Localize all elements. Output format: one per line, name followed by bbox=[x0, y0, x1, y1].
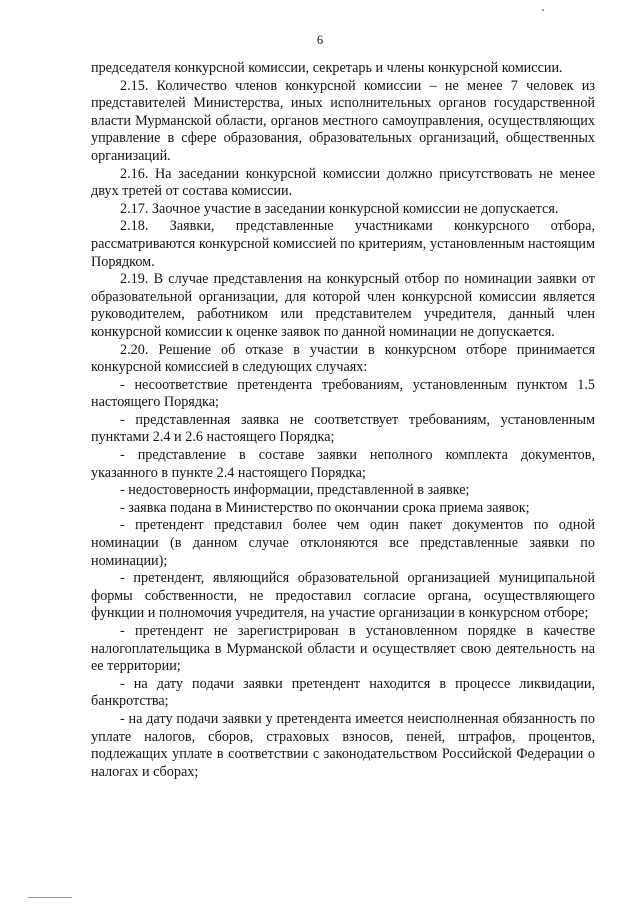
scan-speck bbox=[542, 9, 544, 11]
paragraph-2-19: 2.19. В случае представления на конкурсный отбор по номинации заявки от образовательной организации, для которой член конкурсной комиссии является руководителем, работником или представителем учредителя, данный член конкурсной комиссии к оценке заявок по данной номинации не допускается. bbox=[91, 271, 595, 340]
list-item-incomplete-documents: - представление в составе заявки неполного комплекта документов, указанного в пункте 2.4 настоящего Порядка; bbox=[91, 447, 595, 481]
paragraph-2-20: 2.20. Решение об отказе в участии в конкурсном отборе принимается конкурсной комиссией в следующих случаях: bbox=[91, 341, 595, 376]
paragraph-2-15: 2.15. Количество членов конкурсной комиссии – не менее 7 человек из представителей Министерства, иных исполнительных органов государственной власти Мурманской области, органов местного самоуправления, осуществляющих управление в сфере образования, образовательных организаций, общественных организаций. bbox=[91, 77, 595, 164]
list-item-requirements-1-5: - несоответствие претендента требованиям, установленным пунктом 1.5 настоящего Порядка; bbox=[91, 376, 595, 411]
footer-rule bbox=[28, 897, 72, 898]
paragraph-2-18: 2.18. Заявки, представленные участниками конкурсного отбора, рассматриваются конкурсной комиссией по критериям, установленным настоящим Порядком. bbox=[91, 218, 595, 270]
list-item-tax-arrears: - на дату подачи заявки у претендента имеется неисполненная обязанность по уплате налогов, сборов, страховых взносов, пеней, штрафов, процентов, подлежащих уплате в соответствии с законодательством Российской Федерации о налогах и сборах; bbox=[91, 710, 595, 780]
document-body bbox=[91, 60, 595, 781]
paragraph-commission-members: председателя конкурсной комиссии, секретарь и члены конкурсной комиссии. bbox=[91, 60, 563, 76]
list-item-false-information: - недостоверность информации, представленной в заявке; bbox=[120, 482, 470, 499]
list-item-liquidation: - на дату подачи заявки претендент находится в процессе ликвидации, банкротства; bbox=[91, 675, 595, 710]
list-item-multiple-packages: - претендент представил более чем один пакет документов по одной номинации (в данном случае отклоняются все представленные заявки по номинации); bbox=[91, 517, 595, 569]
page-number: 6 bbox=[316, 33, 324, 47]
paragraph-2-17: 2.17. Заочное участие в заседании конкурсной комиссии не допускается. bbox=[120, 200, 559, 217]
list-item-late-submission: - заявка подана в Министерство по окончании срока приема заявок; bbox=[120, 499, 530, 516]
list-item-requirements-2-4-2-6: - представленная заявка не соответствует требованиям, установленным пунктами 2.4 и 2.6 настоящего Порядка; bbox=[91, 411, 595, 446]
list-item-municipal-consent: - претендент, являющийся образовательной организацией муниципальной формы собственности, не предоставил согласие органа, осуществляющего функции и полномочия учредителя, на участие организации в конкурсном отборе; bbox=[91, 570, 595, 622]
list-item-tax-registration: - претендент не зарегистрирован в установленном порядке в качестве налогоплательщика в Мурманской области и осуществляет свою деятельность на ее территории; bbox=[91, 623, 595, 675]
paragraph-2-16: 2.16. На заседании конкурсной комиссии должно присутствовать не менее двух третей от состава комиссии. bbox=[91, 165, 595, 200]
